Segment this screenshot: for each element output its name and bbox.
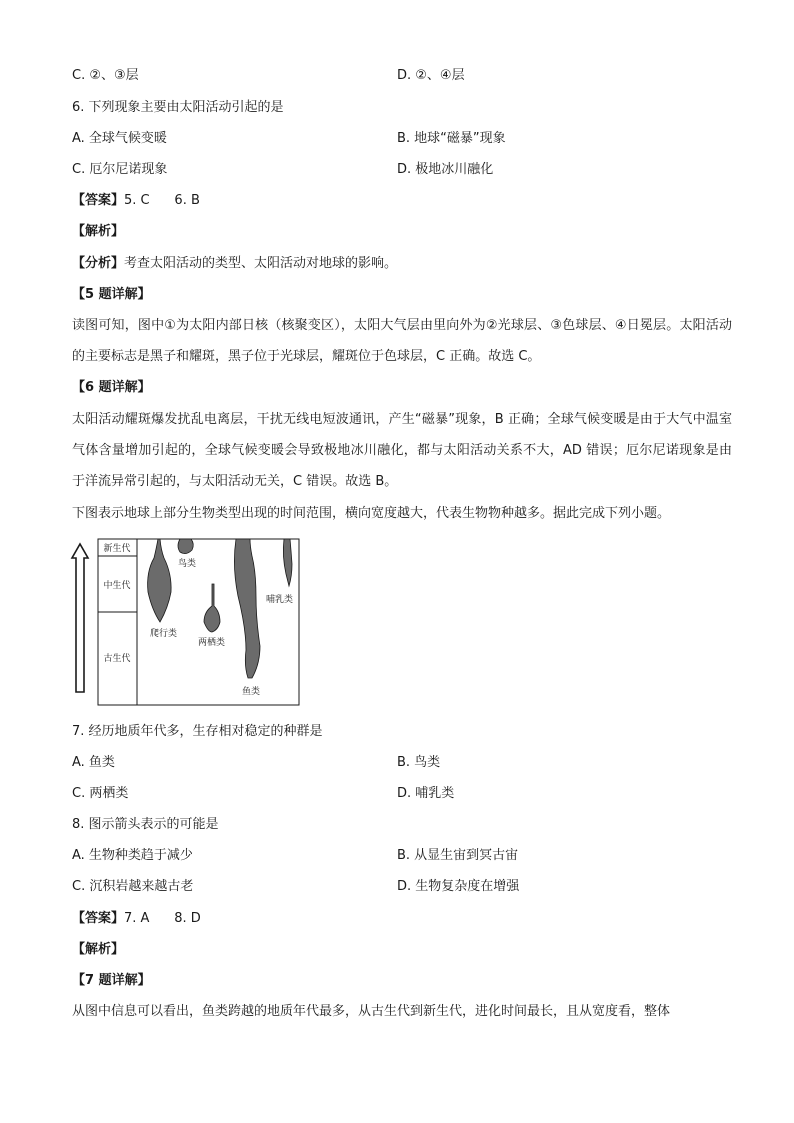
answer-7-8 <box>72 910 201 928</box>
detail-7-label: 【7 题详解】 <box>72 973 151 988</box>
detail-5-label: 【5 题详解】 <box>72 287 151 302</box>
intro-7-8: 下图表示地球上部分生物类型出现的时间范围，横向宽度越大，代表生物物种越多。据此完成下列小题。 <box>72 506 671 521</box>
q7-option-a: A. 鱼类 <box>72 755 115 770</box>
answer-text-78: 7. A 8. D <box>124 911 201 926</box>
era-label-paleozoic: 古生代 <box>103 654 131 664</box>
q6-stem: 6. 下列现象主要由太阳活动引起的是 <box>72 100 284 115</box>
detail-6-label: 【6 题详解】 <box>72 380 151 395</box>
answer-label: 【答案】 <box>72 193 125 208</box>
q8-option-a: A. 生物种类趋于减少 <box>72 848 193 863</box>
q6-option-d: D. 极地冰川融化 <box>397 162 494 177</box>
analysis-label-5-6: 【解析】 <box>72 224 125 239</box>
amphibian-label: 两栖类 <box>198 638 226 648</box>
q8-option-c: C. 沉积岩越来越古老 <box>72 879 194 894</box>
q6-option-a: A. 全球气候变暖 <box>72 131 167 146</box>
era-label-cenozoic: 新生代 <box>103 544 131 554</box>
q7-option-b: B. 鸟类 <box>397 755 441 770</box>
q7-option-d: D. 哺乳类 <box>397 786 455 801</box>
detail-5-text: 读图可知，图中①为太阳内部日核（核聚变区），太阳大气层由里向外为②光球层、③色球层、④日冕层。太阳活动的主要标志是黑子和耀斑，黑子位于光球层，耀斑位于色球层，C 正确。故选 C。 <box>72 318 732 364</box>
q7-stem: 7. 经历地质年代多，生存相对稳定的种群是 <box>72 724 323 739</box>
q8-option-d: D. 生物复杂度在增强 <box>397 879 520 894</box>
fenxi-text: 考查太阳活动的类型、太阳活动对地球的影响。 <box>124 256 398 271</box>
up-arrow-icon <box>72 544 88 692</box>
bird-shape <box>178 539 193 554</box>
evolution-figure <box>70 536 306 708</box>
q5-option-d: D. ②、④层 <box>397 68 465 83</box>
answer-5-6 <box>72 192 200 210</box>
era-label-mesozoic: 中生代 <box>103 581 131 591</box>
detail-6-text: 太阳活动耀斑爆发扰乱电离层，干扰无线电短波通讯，产生“磁暴”现象，B 正确；全球气候变暖是由于大气中温室气体含量增加引起的，全球气候变暖会导致极地冰川融化，都与太阳活动关系不大，AD 错误；厄尔尼诺现象是由于洋流异常引起的，与太阳活动无关，C 错误。故选 B。 <box>72 412 732 489</box>
answer-text: 5. C 6. B <box>124 193 200 208</box>
bird-label: 鸟类 <box>178 559 197 569</box>
answer-label-78: 【答案】 <box>72 911 125 926</box>
reptile-label: 爬行类 <box>150 629 178 639</box>
q8-option-b: B. 从显生宙到冥古宙 <box>397 848 519 863</box>
fenxi-label: 【分析】 <box>72 256 125 271</box>
analysis-label-7-8: 【解析】 <box>72 942 125 957</box>
q8-stem: 8. 图示箭头表示的可能是 <box>72 817 219 832</box>
q7-option-c: C. 两栖类 <box>72 786 129 801</box>
q5-option-c: C. ②、③层 <box>72 68 139 83</box>
fenxi <box>72 255 397 273</box>
q6-option-c: C. 厄尔尼诺现象 <box>72 162 168 177</box>
fish-label: 鱼类 <box>242 687 261 697</box>
mammal-label: 哺乳类 <box>266 595 294 605</box>
detail-7-text: 从图中信息可以看出，鱼类跨越的地质年代最多，从古生代到新生代，进化时间最长，且从宽度看，整体 <box>72 1004 671 1019</box>
q6-option-b: B. 地球“磁暴”现象 <box>397 131 506 146</box>
